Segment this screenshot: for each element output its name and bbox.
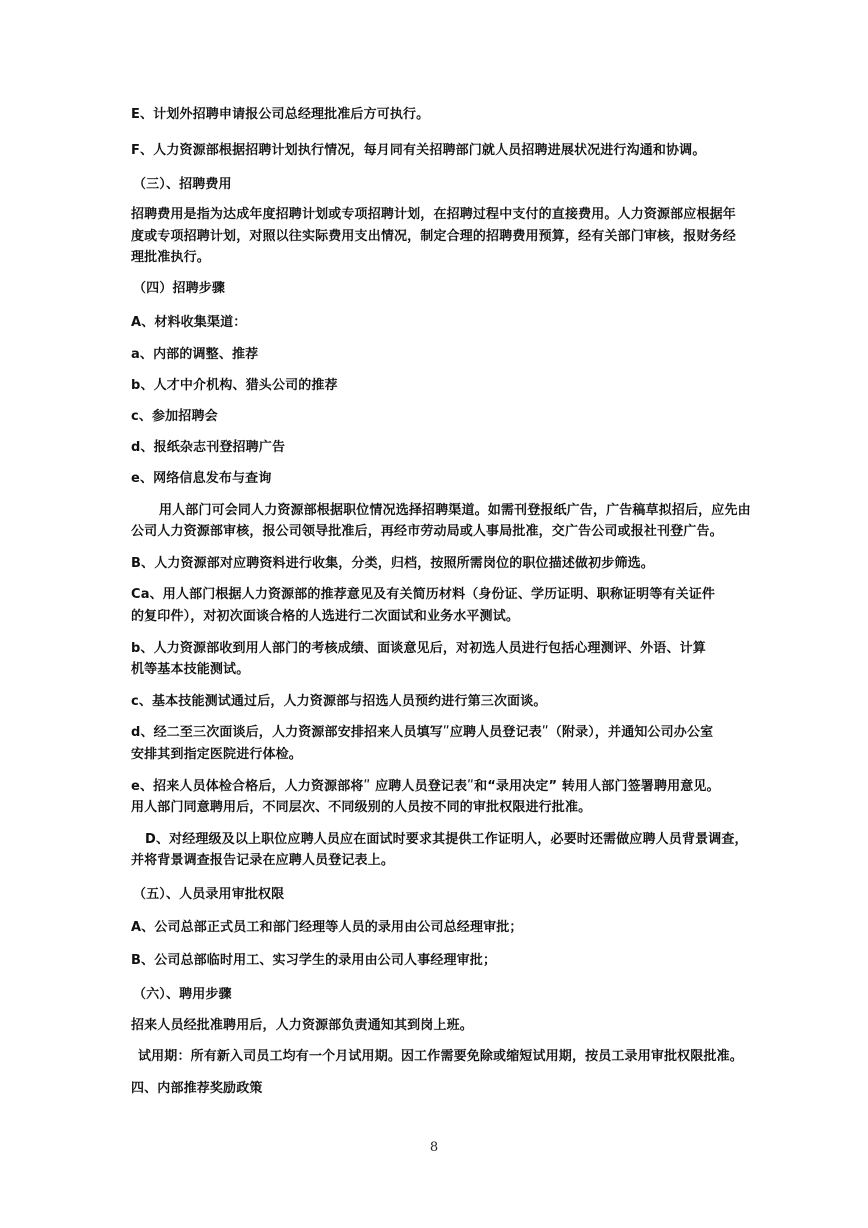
text-line: E、计划外招聘申请报公司总经理批准后方可执行。 <box>131 107 430 122</box>
text-line: e、招来人员体检合格后，人力资源部将ʺ 应聘人员登记表ʺ和“录用决定” 转用人部门签署聘用意见。 <box>131 779 720 794</box>
list-item: b、人才中介机构、猎头公司的推荐 <box>131 378 338 393</box>
section-heading: （六）、聘用步骤 <box>133 987 232 1002</box>
text-line: 招聘费用是指为达成年度招聘计划或专项招聘计划，在招聘过程中支付的直接费用。人力资源部应根据年 <box>131 207 736 222</box>
text-line: 度或专项招聘计划，对照以往实际费用支出情况，制定合理的招聘费用预算，经有关部门审核，报财务经 <box>131 229 736 244</box>
text-line: 试用期：所有新入司员工均有一个月试用期。因工作需要免除或缩短试用期，按员工录用审批权限批准。 <box>138 1049 743 1064</box>
text-line: A、公司总部正式员工和部门经理等人员的录用由公司总经理审批； <box>131 920 523 935</box>
text-line: b、人力资源部收到用人部门的考核成绩、面谈意见后，对初选人员进行包括心理测评、外语、计算 <box>131 641 706 656</box>
text-line: d、经二至三次面谈后，人力资源部安排招来人员填写ʺ应聘人员登记表ʺ（附录），并通知公司办公室 <box>131 725 714 740</box>
text-line: 用人部门可会同人力资源部根据职位情况选择招聘渠道。如需刊登报纸广告，广告稿草拟招后，应先由 <box>159 503 751 518</box>
text-line: 公司人力资源部审核，报公司领导批准后，再经市劳动局或人事局批准，交广告公司或报社刊登广告。 <box>131 524 723 539</box>
section-heading: （三）、招聘费用 <box>133 177 232 192</box>
text-line: 理批准执行。 <box>131 250 210 265</box>
list-item: d、报纸杂志刊登招聘广告 <box>131 440 286 455</box>
section-heading: （四）招聘步骤 <box>133 281 226 296</box>
section-heading: （五）、人员录用审批权限 <box>133 887 285 902</box>
text-line: A、材料收集渠道： <box>131 315 247 330</box>
text-line: 的复印件），对初次面谈合格的人选进行二次面试和业务水平测试。 <box>131 609 520 624</box>
page-number: 8 <box>429 1140 439 1155</box>
text-line: 安排其到指定医院进行体检。 <box>131 747 302 762</box>
text-line: c、基本技能测试通过后，人力资源部与招选人员预约进行第三次面谈。 <box>131 694 547 709</box>
text-line: 并将背景调查报告记录在应聘人员登记表上。 <box>131 853 395 868</box>
text-line: B、公司总部临时用工、实习学生的录用由公司人事经理审批； <box>131 953 497 968</box>
text-line: D、对经理级及以上职位应聘人员应在面试时要求其提供工作证明人，必要时还需做应聘人员背景调查， <box>145 832 748 847</box>
text-line: 机等基本技能测试。 <box>131 662 250 677</box>
text-line: Ca、用人部门根据人力资源部的推荐意见及有关简历材料（身份证、学历证明、职称证明等有关证件 <box>131 587 716 602</box>
list-item: c、参加招聘会 <box>131 409 218 424</box>
text-line: F、人力资源部根据招聘计划执行情况，每月同有关招聘部门就人员招聘进展状况进行沟通和协调。 <box>131 143 706 158</box>
section-heading: 四、内部推荐奖励政策 <box>131 1081 263 1096</box>
text-line: B、人力资源部对应聘资料进行收集，分类，归档，按照所需岗位的职位描述做初步筛选。 <box>131 556 654 571</box>
list-item: a、内部的调整、推荐 <box>131 347 259 362</box>
text-line: 用人部门同意聘用后，不同层次、不同级别的人员按不同的审批权限进行批准。 <box>131 800 592 815</box>
list-item: e、网络信息发布与查询 <box>131 471 272 486</box>
text-line: 招来人员经批准聘用后，人力资源部负责通知其到岗上班。 <box>131 1018 473 1033</box>
